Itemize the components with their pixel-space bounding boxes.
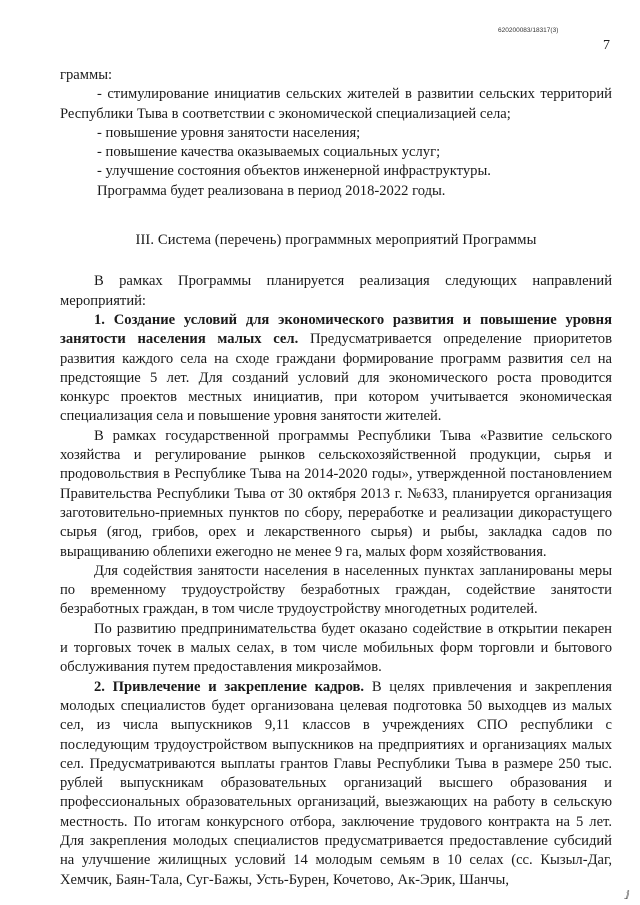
bullet-item: - улучшение состояния объектов инженерной инфраструктуры. bbox=[97, 163, 491, 180]
paragraph-state-program: В рамках государственной программы Республики Тыва «Развитие сельского хозяйства и регулирование рынков сельскохозяйственной продукции, сырья и продовольствия в Республике Тыва на 2014-2020 годы», утвержденной постановлением Правительства Республики Тыва от 30 октября 2013 г. №633, планируется организация заготовительно-приемных пунктов по сбору, переработке и реализации дикорастущего сырья (ягод, грибов, орех и лекарственного сырья) и рыбы, закладка садов по выращиванию облепихи ежегодно не менее 9 га, малых форм хозяйствования. bbox=[60, 427, 612, 560]
paragraph-business: По развитию предпринимательства будет оказано содействие в открытии пекарен и торговых точек в малых селах, в том числе мобильных форм торговли и бытового обслуживания путем предоставления микрозаймов. bbox=[60, 620, 612, 676]
item-2-heading: 2. Привлечение и закрепление кадров. bbox=[94, 678, 365, 695]
paragraph-employment: Для содействия занятости населения в населенных пунктах запланированы меры по временному трудоустройству безработных граждан, содействие занятости безработных граждан, в том числе трудоустройству многодетных родителей. bbox=[60, 562, 612, 618]
item-1-text: Предусматривается определение приоритетов развития каждого села на сходе граждани формирование программ развития сел на предстоящие 5 лет. Для созданий условий для экономического роста проводится конкурс проектов местных инициатив, при котором учитывается экономическая специализация села и повышение уровня занятости жителей. bbox=[60, 331, 612, 425]
item-1-heading: 1. Создание условий для экономического развития и повышение уровня занятости населения малых сел. bbox=[60, 311, 612, 348]
paragraph-intro: В рамках Программы планируется реализация следующих направлений мероприятий: bbox=[60, 273, 612, 309]
bullet-item: - стимулирование инициатив сельских жителей в развитии сельских территорий Республики Тыва в соответствии с экономической специализацией села; bbox=[60, 86, 612, 122]
bullet-item: - повышение уровня занятости населения; bbox=[97, 124, 361, 141]
paragraph-item-2 bbox=[60, 678, 612, 890]
section-heading: III. Система (перечень) программных мероприятий Программы bbox=[135, 232, 537, 249]
document-id: 620200083/18317(3) bbox=[498, 27, 559, 34]
paragraph-period: Программа будет реализована в период 2018-2022 годы. bbox=[97, 182, 446, 199]
document-body bbox=[60, 66, 612, 890]
bullet-item: - повышение качества оказываемых социальных услуг; bbox=[97, 144, 441, 161]
paragraph-continuation: граммы: bbox=[60, 67, 113, 83]
item-2-text: В целях привлечения и закрепления молодых специалистов будет организована целевая подготовка 50 выходцев из малых сел, из числа выпускников 9,11 классов в учреждениях СПО республики с последующим трудоустройством выпускников на предприятиях и организациях малых сел. Предусматриваются выплаты грантов Главы Республики Тыва в размере 250 тыс. рублей выпускникам образовательных организаций высшего образования и профессиональных образовательных организаций, выезжающих на работу в сельскую местность. По итогам конкурсного отбора, заключение трудового контракта на 5 лет. Для закрепления молодых специалистов предусматривается предоставление субсидий на улучшение жилищных условий 14 молодым семьям в 10 селах (сс. Кызыл-Даг, Хемчик, Баян-Тала, Суг-Бажы, Усть-Бурен, Кочетово, Ак-Эрик, Шанчы, bbox=[60, 678, 612, 888]
page-number: 7 bbox=[603, 38, 610, 53]
paragraph-item-1 bbox=[60, 311, 612, 427]
corner-mark: ⅉ bbox=[626, 889, 630, 899]
